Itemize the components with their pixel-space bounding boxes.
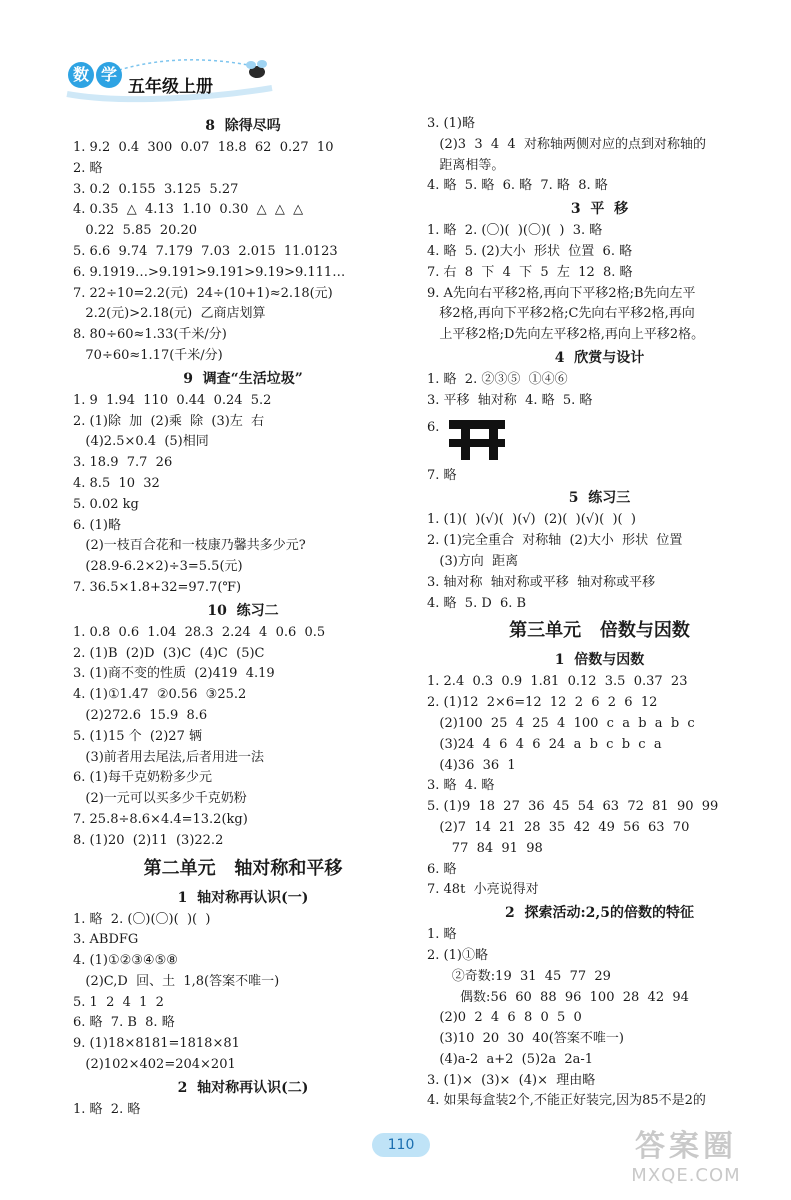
answer-line: 4. 略 5. (2)大小 形状 位置 6. 略 (427, 243, 633, 259)
figure-answer (427, 412, 772, 466)
answer-line: 3. (1)略 (427, 116, 475, 131)
answer-line: 2. (1)12 2×6=12 12 2 6 2 6 12 (427, 695, 658, 711)
answer-line: 1. 略 2. (〇)( )(〇)( ) 3. 略 (427, 223, 603, 239)
answer-line: 1. 0.8 0.6 1.04 28.3 2.24 4 0.6 0.5 (73, 624, 326, 640)
section-heading: 1 轴对称再认识(一) (177, 889, 309, 906)
answer-line: 2. 略 (73, 160, 103, 176)
answer-line: 5. (1)9 18 27 36 45 54 63 72 81 90 99 (427, 799, 719, 815)
answer-line: 4. 0.35 △ 4.13 1.10 0.30 △ △ △ (73, 202, 304, 218)
answer-line: 5. (1)15 个 (2)27 辆 (73, 728, 202, 744)
answer-line: 7. 略 (427, 467, 457, 483)
answer-line: 9. A先向右平移2格,再向下平移2格;B先向左平 (427, 285, 696, 301)
answer-line: (2)3 3 4 4 对称轴两侧对应的点到对称轴的 (427, 136, 706, 152)
answer-line: 2.2(元)>2.18(元) 乙商店划算 (73, 306, 266, 322)
answer-line: 4. 8.5 10 32 (73, 475, 160, 491)
answer-line: 偶数:56 60 88 96 100 28 42 94 (427, 989, 689, 1005)
answer-line: 77 84 91 98 (427, 840, 543, 856)
bee-icon (246, 60, 267, 78)
answer-line: 移2格,再向下平移2格;C先向右平移2格,再向 (427, 306, 695, 322)
answer-line: 6. 略 (427, 861, 457, 877)
watermark (601, 1121, 771, 1186)
answer-line: 5. 0.02 kg (73, 496, 139, 512)
grade-label: 五年级上册 (128, 77, 213, 97)
answer-line: 6. 略 7. B 8. 略 (73, 1015, 175, 1031)
answer-line: (2)C,D 回、土 1,8(答案不唯一) (73, 973, 280, 989)
answer-line: (2)一元可以买多少千克奶粉 (73, 791, 247, 807)
subject-badge-2: 学 (96, 62, 122, 88)
answer-line: 5. 6.6 9.74 7.179 7.03 2.015 11.0123 (73, 243, 338, 259)
answer-line: 6. (1)略 (73, 517, 121, 533)
answer-line: 8. 80÷60≈1.33(千米/分) (73, 327, 227, 343)
answer-line: (4)2.5×0.4 (5)相同 (73, 434, 209, 450)
page-number: 110 (372, 1133, 430, 1157)
left-column (73, 114, 413, 1121)
subject-badge-1: 数 (68, 62, 94, 88)
right-column (427, 114, 772, 1112)
answer-line: (2)272.6 15.9 8.6 (73, 707, 208, 723)
answer-line: 9. (1)18×8181=1818×81 (73, 1036, 240, 1052)
book-header (62, 48, 292, 108)
answer-line: 3. 平移 轴对称 4. 略 5. 略 (427, 392, 593, 408)
answer-line: 1. (1)( )(√)( )(√) (2)( )(√)( )( ) (427, 512, 636, 528)
answer-line: 上平移2格;D先向左平移2格,再向上平移2格。 (427, 327, 705, 343)
answer-line: 7. 48t 小亮说得对 (427, 882, 539, 898)
answer-line: 6. (1)每千克奶粉多少元 (73, 770, 212, 786)
answer-line: 2. (1)完全重合 对称轴 (2)大小 形状 位置 (427, 533, 683, 549)
answer-line: (4)36 36 1 (427, 757, 516, 773)
section-heading: 2 轴对称再认识(二) (177, 1079, 309, 1096)
answer-line: 1. 略 2. (〇)(〇)( )( ) (73, 911, 211, 927)
answer-line: 2. (1)B (2)D (3)C (4)C (5)C (73, 645, 265, 661)
answer-line: (2)100 25 4 25 4 100 c a b a b c (427, 715, 695, 731)
answer-line: 4. 略 5. D 6. B (427, 595, 527, 611)
answer-line: (2)102×402=204×201 (73, 1057, 236, 1073)
answer-line: 7. 36.5×1.8+32=97.7(℉) (73, 579, 242, 595)
section-heading: 2 探索活动:2,5的倍数的特征 (504, 905, 694, 922)
answer-line: 0.22 5.85 20.20 (73, 223, 198, 239)
translation-shape-figure (449, 412, 519, 462)
answer-line: 1. 略 2. 略 (73, 1101, 141, 1117)
section-heading: 1 倍数与因数 (554, 652, 645, 669)
section-heading: 5 练习三 (568, 490, 631, 507)
answer-line: 3. 18.9 7.7 26 (73, 455, 173, 471)
answer-line: (2)7 14 21 28 35 42 49 56 63 70 (427, 819, 690, 835)
answer-line: 3. ABDFG (73, 932, 139, 948)
answer-line: 4. 如果每盒装2个,不能正好装完,因为85不是2的 (427, 1093, 706, 1109)
answer-line: (3)10 20 30 40(答案不唯一) (427, 1031, 624, 1047)
section-heading: 10 练习二 (207, 602, 279, 619)
answer-line: 7. 右 8 下 4 下 5 左 12 8. 略 (427, 264, 633, 280)
watermark-url: MXQE.COM (631, 1165, 741, 1186)
section-heading: 9 调查“生活垃圾” (183, 370, 303, 387)
answer-line: 6. 9.1919…>9.191>9.191>9.19>9.111… (73, 264, 346, 280)
answer-line: 70÷60≈1.17(千米/分) (73, 347, 223, 363)
section-heading: 3 平 移 (570, 201, 629, 218)
answer-line: (2)0 2 4 6 8 0 5 0 (427, 1010, 582, 1026)
unit-title: 第三单元 倍数与因数 (509, 620, 690, 642)
answer-line: 2. (1)①略 (427, 947, 488, 963)
answer-line: 5. 1 2 4 1 2 (73, 994, 164, 1010)
answer-line: (4)a-2 a+2 (5)2a 2a-1 (427, 1051, 594, 1067)
answer-line: 1. 略 2. ②③⑤ ①④⑥ (427, 371, 568, 387)
answer-line: 1. 略 (427, 927, 457, 943)
section-heading: 4 欣赏与设计 (554, 349, 645, 366)
answer-line: 4. (1)①1.47 ②0.56 ③25.2 (73, 687, 247, 703)
answer-line: (3)前者用去尾法,后者用进一法 (73, 749, 264, 765)
answer-line: 3. 轴对称 轴对称或平移 轴对称或平移 (427, 574, 656, 590)
answer-line: 1. 2.4 0.3 0.9 1.81 0.12 3.5 0.37 23 (427, 674, 688, 690)
answer-line: 7. 22÷10=2.2(元) 24÷(10+1)≈2.18(元) (73, 285, 333, 301)
answer-line: 2. (1)除 加 (2)乘 除 (3)左 右 (73, 413, 265, 429)
answer-line: 1. 9.2 0.4 300 0.07 18.8 62 0.27 10 (73, 140, 334, 155)
section-heading: 8 除得尽吗 (205, 118, 281, 134)
answer-line: ②奇数:19 31 45 77 29 (427, 968, 611, 984)
answer-line: 3. (1)× (3)× (4)× 理由略 (427, 1072, 596, 1088)
answer-line: 6. (427, 419, 440, 435)
answer-line: 4. (1)①②③④⑤⑧ (73, 953, 178, 969)
answer-line: 3. 略 4. 略 (427, 778, 495, 794)
watermark-text: 答案圈 (635, 1129, 737, 1164)
answer-line: (3)方向 距离 (427, 553, 519, 569)
answer-line: 3. 0.2 0.155 3.125 5.27 (73, 181, 239, 197)
answer-line: (28.9-6.2×2)÷3=5.5(元) (73, 559, 243, 575)
answer-line: (3)24 4 6 4 6 24 a b c b c a (427, 736, 662, 752)
answer-line: 3. (1)商不变的性质 (2)419 4.19 (73, 666, 275, 682)
answer-line: 距离相等。 (427, 157, 505, 173)
answer-line: 7. 25.8÷8.6×4.4=13.2(kg) (73, 811, 248, 827)
answer-line: 8. (1)20 (2)11 (3)22.2 (73, 832, 224, 848)
unit-title: 第二单元 轴对称和平移 (143, 857, 343, 879)
answer-line: (2)一枝百合花和一枝康乃馨共多少元? (73, 538, 306, 554)
answer-line: 4. 略 5. 略 6. 略 7. 略 8. 略 (427, 178, 608, 194)
answer-line: 1. 9 1.94 110 0.44 0.24 5.2 (73, 392, 272, 408)
